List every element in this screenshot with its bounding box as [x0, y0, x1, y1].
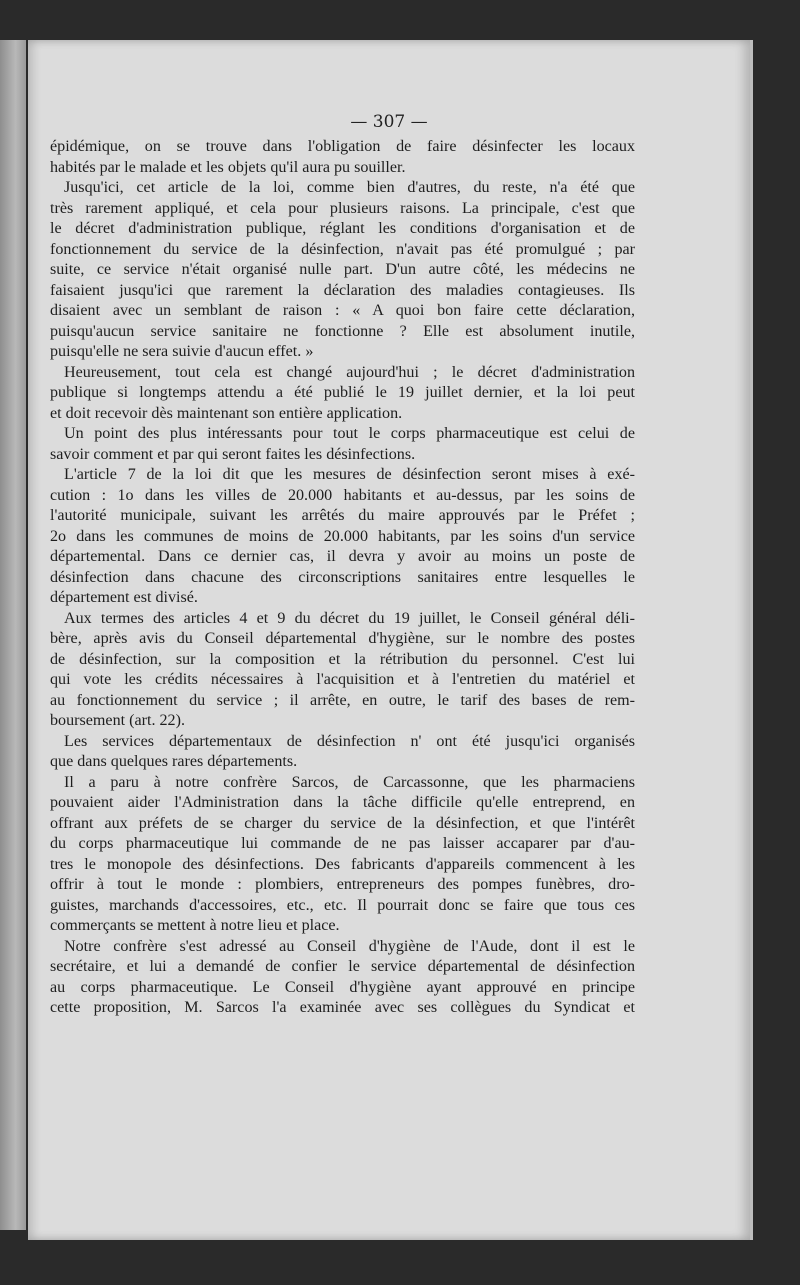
- text-line: puisqu'aucun service sanitaire ne fonctionne ? Elle est absolument inutile,: [50, 322, 635, 340]
- text-line: l'autorité municipale, suivant les arrêtés du maire approuvés par le Préfet ;: [50, 507, 635, 524]
- text-line: Heureusement, tout cela est changé aujourd'hui ; le décret d'administration: [64, 363, 635, 381]
- text-line: au corps pharmaceutique. Le Conseil d'hygiène ayant approuvé en principe: [50, 978, 635, 996]
- text-line: au fonctionnement du service ; il arrête, en outre, le tarif des bases de rem-: [50, 691, 635, 709]
- text-line: suite, ce service n'était organisé nulle part. D'un autre côté, les médecins ne: [50, 261, 635, 278]
- text-line: désinfection dans chacune des circonscriptions sanitaires entre lesquelles le: [50, 568, 635, 586]
- text-line: habités par le malade et les objets qu'il aura pu souiller.: [50, 158, 406, 176]
- text-line: cette proposition, M. Sarcos l'a examinée avec ses collègues du Syndicat et: [50, 999, 635, 1016]
- text-line: puisqu'elle ne sera suivie d'aucun effet. »: [50, 343, 314, 360]
- text-line: bère, après avis du Conseil départemental d'hygiène, sur le nombre des postes: [50, 630, 635, 647]
- text-line: offrir à tout le monde : plombiers, entrepreneurs des pompes funèbres, dro-: [50, 876, 635, 893]
- text-line: tres le monopole des désinfections. Des fabricants d'appareils commencent à les: [50, 855, 635, 873]
- text-line: Les services départementaux de désinfection n' ont été jusqu'ici organisés: [64, 732, 635, 750]
- text-line: L'article 7 de la loi dit que les mesures de désinfection seront mises à exé-: [64, 466, 635, 483]
- text-line: secrétaire, et lui a demandé de confier le service départemental de désinfection: [50, 958, 635, 975]
- text-line: publique si longtemps attendu a été publié le 19 juillet dernier, et la loi peut: [50, 384, 635, 401]
- text-line: pouvaient aider l'Administration dans la tâche difficile qu'elle entreprend, en: [50, 794, 635, 811]
- text-line: offrant aux préfets de se charger du service de la désinfection, et que l'intérêt: [50, 814, 635, 832]
- text-line: du corps pharmaceutique lui commande de ne pas laisser accaparer par d'au-: [50, 835, 635, 852]
- text-line: départemental. Dans ce dernier cas, il devra y avoir au moins un poste de: [50, 548, 635, 565]
- text-line: disaient avec un semblant de raison : « A quoi bon faire cette déclaration,: [50, 302, 635, 319]
- text-line: 2o dans les communes de moins de 20.000 habitants, par les soins d'un service: [50, 527, 635, 545]
- text-line: commerçants se mettent à notre lieu et place.: [50, 917, 340, 934]
- text-line: faisaient jusqu'ici que rarement la déclaration des maladies contagieuses. Ils: [50, 281, 635, 299]
- text-line: Jusqu'ici, cet article de la loi, comme bien d'autres, du reste, n'a été que: [64, 179, 635, 196]
- text-line: épidémique, on se trouve dans l'obligation de faire désinfecter les locaux: [50, 138, 635, 155]
- text-line: guistes, marchands d'accessoires, etc., etc. Il pourrait donc se faire que tous ces: [50, 896, 635, 914]
- text-line: le décret d'administration publique, réglant les conditions d'organisation et de: [50, 220, 635, 237]
- text-line: qui vote les crédits nécessaires à l'acquisition et à l'entretien du matériel et: [50, 671, 635, 688]
- book-page: [28, 40, 753, 1240]
- text-line: Notre confrère s'est adressé au Conseil d'hygiène de l'Aude, dont il est le: [64, 937, 635, 955]
- text-line: savoir comment et par qui seront faites les désinfections.: [50, 445, 416, 463]
- text-line: Aux termes des articles 4 et 9 du décret du 19 juillet, le Conseil général déli-: [64, 609, 635, 627]
- page-number: — 307 —: [350, 112, 428, 132]
- text-line: et doit recevoir dès maintenant son entière application.: [50, 404, 403, 422]
- text-line: cution : 1o dans les villes de 20.000 habitants et au-dessus, par les soins de: [50, 486, 635, 504]
- text-line: que dans quelques rares départements.: [50, 753, 298, 770]
- text-line: département est divisé.: [50, 589, 198, 606]
- text-line: très rarement appliqué, et cela pour plusieurs raisons. La principale, c'est que: [50, 199, 635, 217]
- text-line: de désinfection, sur la composition et la rétribution du personnel. C'est lui: [50, 650, 635, 668]
- body-text: [50, 137, 635, 1019]
- text-line: fonctionnement du service de la désinfection, n'avait pas été promulgué ; par: [50, 240, 635, 258]
- text-line: Un point des plus intéressants pour tout le corps pharmaceutique est celui de: [64, 425, 635, 442]
- text-line: boursement (art. 22).: [50, 712, 185, 729]
- text-line: Il a paru à notre confrère Sarcos, de Carcassonne, que les pharmaciens: [64, 773, 635, 791]
- adjacent-page-edge: [0, 40, 26, 1230]
